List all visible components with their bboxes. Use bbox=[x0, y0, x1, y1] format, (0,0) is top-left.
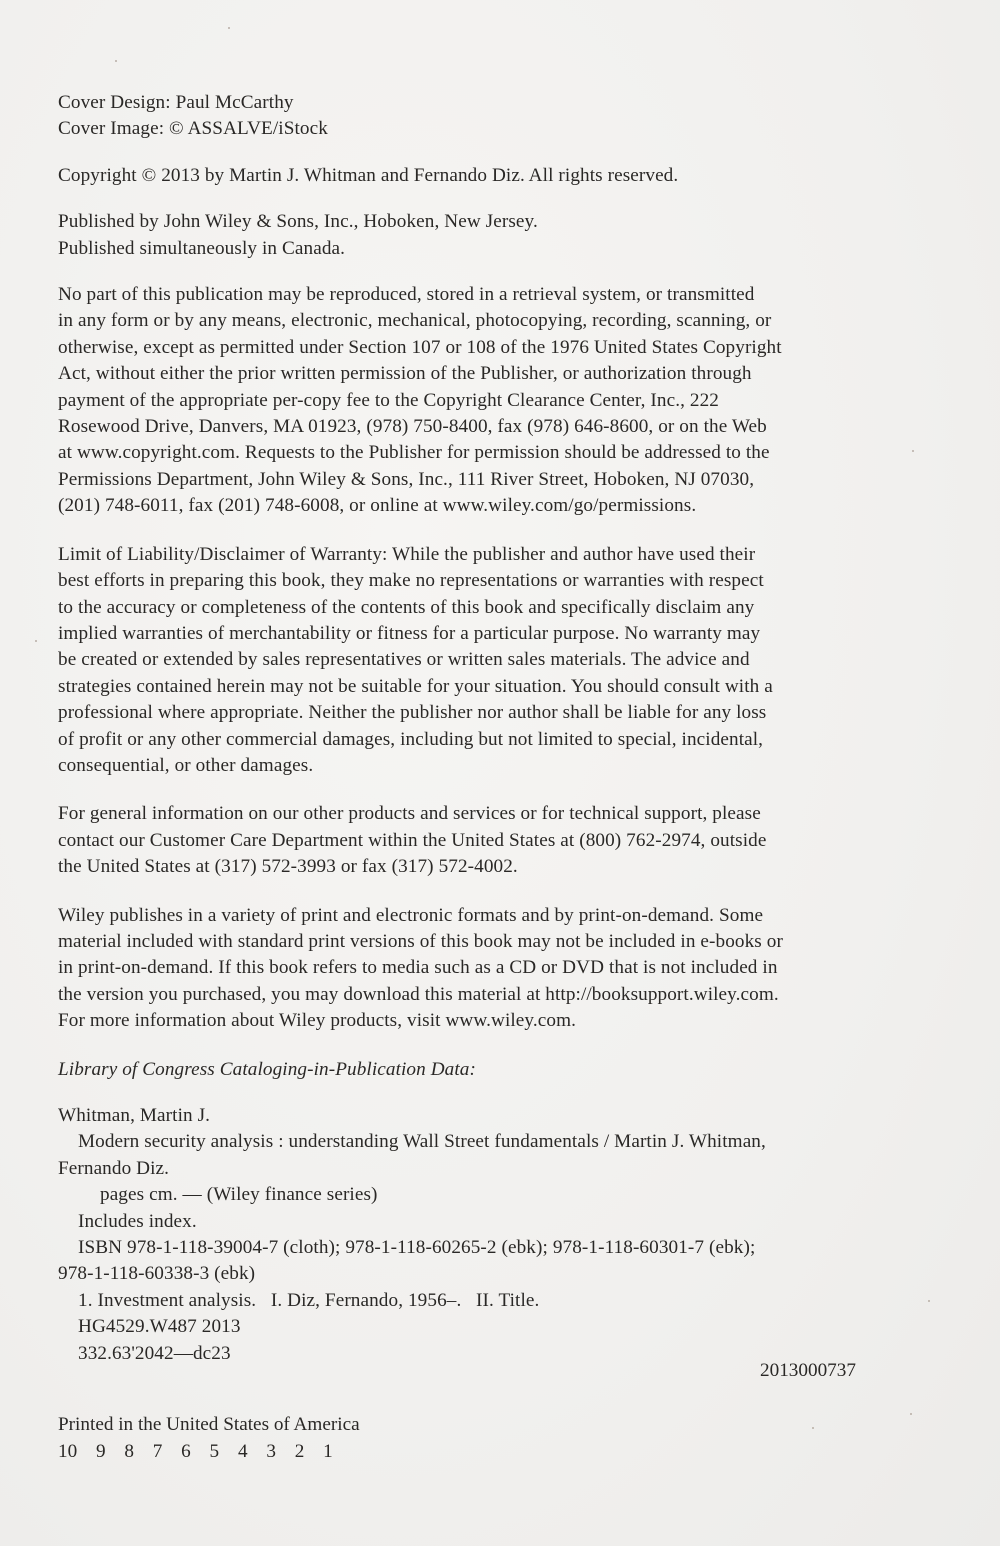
liability-line: to the accuracy or completeness of the contents of this book and specifically disclaim any bbox=[58, 596, 755, 618]
print-line bbox=[58, 1438, 360, 1465]
cover-image-credit: Cover Image: © ASSALVE/iStock bbox=[58, 118, 328, 140]
cip-record bbox=[58, 1103, 928, 1367]
cip-heading: Library of Congress Cataloging-in-Publication Data: bbox=[58, 1058, 476, 1080]
rights-line: Permissions Department, John Wiley & Sons, Inc., 111 River Street, Hoboken, NJ 07030, bbox=[58, 468, 755, 490]
cip-lccn: 2013000737 bbox=[760, 1360, 856, 1381]
publisher-canada-line: Published simultaneously in Canada. bbox=[58, 237, 346, 259]
rights-line: in any form or by any means, electronic, mechanical, photocopying, recording, scanning, or bbox=[58, 310, 772, 332]
print-number: 9 bbox=[95, 1441, 106, 1462]
rights-paragraph bbox=[58, 282, 928, 520]
print-number: 8 bbox=[124, 1441, 134, 1462]
cip-pages: pages cm. — (Wiley finance series) bbox=[100, 1184, 378, 1206]
liability-line: implied warranties of merchantability or fitness for a particular purpose. No warranty may bbox=[58, 622, 761, 644]
formats-line: the version you purchased, you may download this material at http://booksupport.wiley.com. bbox=[58, 983, 779, 1005]
copyright-notice bbox=[58, 163, 928, 189]
rights-line: No part of this publication may be reproduced, stored in a retrieval system, or transmitted bbox=[58, 284, 755, 306]
rights-line: (201) 748-6011, fax (201) 748-6008, or online at www.wiley.com/go/permissions. bbox=[58, 495, 697, 517]
print-number: 6 bbox=[181, 1441, 191, 1462]
cip-subjects: 1. Investment analysis. I. Diz, Fernando, 1956–. II. Title. bbox=[78, 1289, 540, 1311]
liability-line: strategies contained herein may not be suitable for your situation. You should consult with a bbox=[58, 675, 773, 697]
formats-line: material included with standard print versions of this book may not be included in e-books or bbox=[58, 930, 783, 952]
cover-design-credit: Cover Design: Paul McCarthy bbox=[58, 92, 294, 113]
rights-line: otherwise, except as permitted under Section 107 or 108 of the 1976 United States Copyright bbox=[58, 336, 782, 358]
liability-line: professional where appropriate. Neither the publisher nor author shall be liable for any loss bbox=[58, 702, 767, 724]
liability-line: of profit or any other commercial damages, including but not limited to special, incidental, bbox=[58, 728, 764, 750]
paper-speck bbox=[812, 1427, 814, 1429]
printing-info bbox=[58, 1411, 360, 1465]
print-number: 5 bbox=[209, 1441, 220, 1462]
print-number: 2 bbox=[294, 1441, 305, 1462]
cip-index: Includes index. bbox=[78, 1210, 197, 1232]
cip-title-continuation: Fernando Diz. bbox=[58, 1157, 170, 1179]
cover-credits bbox=[58, 90, 928, 143]
paper-speck bbox=[912, 450, 914, 452]
paper-speck bbox=[115, 60, 117, 62]
paper-speck bbox=[35, 640, 37, 642]
paper-speck bbox=[928, 1300, 930, 1302]
print-number: 10 bbox=[58, 1441, 78, 1462]
print-number: 7 bbox=[152, 1441, 163, 1462]
formats-line: in print-on-demand. If this book refers to media such as a CD or DVD that is not included in bbox=[58, 957, 778, 979]
cip-title-line: Modern security analysis : understanding Wall Street fundamentals / Martin J. Whitman, bbox=[78, 1131, 766, 1153]
paper-speck bbox=[910, 1413, 912, 1415]
rights-line: payment of the appropriate per-copy fee to the Copyright Clearance Center, Inc., 222 bbox=[58, 389, 719, 411]
formats-paragraph bbox=[58, 903, 928, 1035]
support-line: For general information on our other products and services or for technical support, please bbox=[58, 803, 761, 825]
cip-dewey: 332.63'2042—dc23 bbox=[78, 1342, 231, 1364]
liability-line: be created or extended by sales representatives or written sales materials. The advice and bbox=[58, 649, 750, 671]
support-paragraph bbox=[58, 801, 928, 880]
cip-heading-block bbox=[58, 1057, 928, 1083]
cip-isbn-line: ISBN 978-1-118-39004-7 (cloth); 978-1-118-60265-2 (ebk); 978-1-118-60301-7 (ebk); bbox=[78, 1237, 756, 1259]
liability-paragraph bbox=[58, 542, 928, 780]
print-number: 3 bbox=[266, 1441, 276, 1462]
rights-line: Act, without either the prior written permission of the Publisher, or authorization through bbox=[58, 363, 752, 385]
copyright-page-content bbox=[58, 90, 928, 1367]
support-line: contact our Customer Care Department within the United States at (800) 762-2974, outside bbox=[58, 829, 767, 851]
paper-speck bbox=[228, 27, 230, 29]
liability-line: consequential, or other damages. bbox=[58, 754, 314, 776]
formats-line: Wiley publishes in a variety of print and electronic formats and by print-on-demand. Some bbox=[58, 904, 764, 926]
print-number: 1 bbox=[323, 1441, 333, 1462]
support-line: the United States at (317) 572-3993 or fax (317) 572-4002. bbox=[58, 856, 518, 878]
print-number: 4 bbox=[237, 1441, 248, 1462]
copyright-line: Copyright © 2013 by Martin J. Whitman and Fernando Diz. All rights reserved. bbox=[58, 164, 679, 186]
liability-line: Limit of Liability/Disclaimer of Warranty: While the publisher and author have used their bbox=[58, 543, 756, 565]
printed-location: Printed in the United States of America bbox=[58, 1414, 360, 1435]
rights-line: at www.copyright.com. Requests to the Publisher for permission should be addressed to the bbox=[58, 442, 770, 464]
formats-line: For more information about Wiley products, visit www.wiley.com. bbox=[58, 1010, 576, 1032]
publisher-line: Published by John Wiley & Sons, Inc., Hoboken, New Jersey. bbox=[58, 211, 538, 233]
rights-line: Rosewood Drive, Danvers, MA 01923, (978) 750-8400, fax (978) 646-8600, or on the Web bbox=[58, 416, 767, 438]
cip-lc-class: HG4529.W487 2013 bbox=[78, 1316, 241, 1338]
cip-author: Whitman, Martin J. bbox=[58, 1105, 211, 1126]
publisher-info bbox=[58, 209, 928, 262]
cip-isbn-continuation: 978-1-118-60338-3 (ebk) bbox=[58, 1263, 256, 1285]
liability-line: best efforts in preparing this book, they make no representations or warranties with respect bbox=[58, 570, 764, 592]
